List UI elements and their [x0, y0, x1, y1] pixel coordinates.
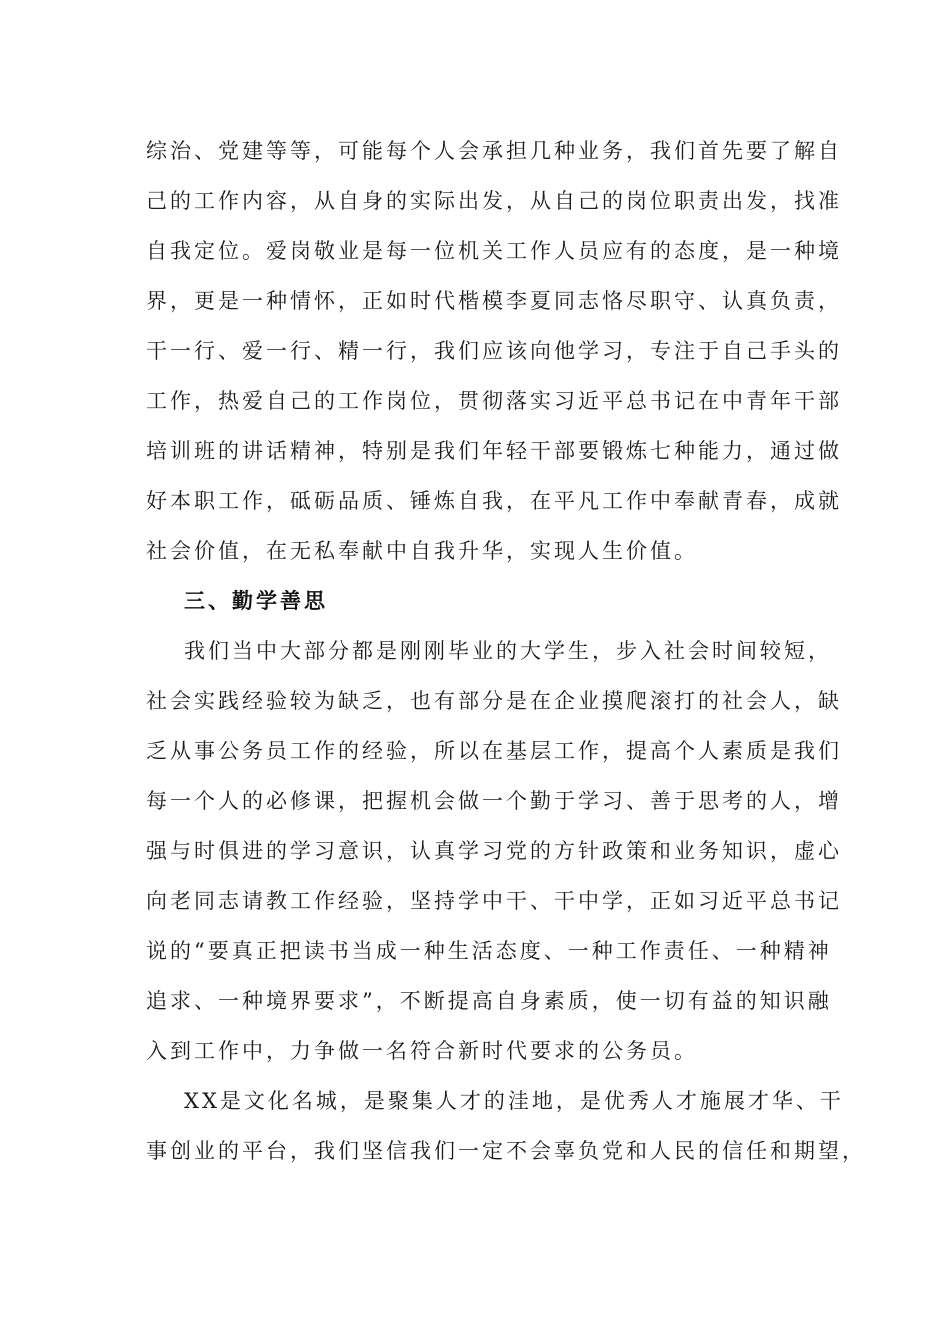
paragraph-3-line-2: 事创业的平台，我们坚信我们一定不会辜负党和人民的信任和期望，	[146, 1139, 866, 1163]
section-heading: 三、勤学善思	[184, 589, 328, 613]
paragraph-1-line-5: 干一行、爱一行、精一行，我们应该向他学习，专注于自己手头的	[146, 339, 842, 363]
paragraph-1-line-4: 界，更是一种情怀，正如时代楷模李夏同志恪尽职守、认真负责，	[146, 289, 842, 313]
paragraph-2-line-2: 社会实践经验较为缺乏，也有部分是在企业摸爬滚打的社会人，缺	[146, 689, 842, 713]
paragraph-3-line-1: XX是文化名城，是聚集人才的洼地，是优秀人才施展才华、干	[184, 1089, 844, 1113]
paragraph-2-line-7: 说的“要真正把读书当成一种生活态度、一种工作责任、一种精神	[146, 939, 832, 963]
paragraph-2-line-6: 向老同志请教工作经验，坚持学中干、干中学，正如习近平总书记	[146, 889, 842, 913]
paragraph-1-line-6: 工作，热爱自己的工作岗位，贯彻落实习近平总书记在中青年干部	[146, 389, 842, 413]
paragraph-1-line-7: 培训班的讲话精神，特别是我们年轻干部要锻炼七种能力，通过做	[146, 439, 842, 463]
paragraph-2-line-3: 乏从事公务员工作的经验，所以在基层工作，提高个人素质是我们	[146, 739, 842, 763]
paragraph-1-line-2: 己的工作内容，从自身的实际出发，从自己的岗位职责出发，找准	[146, 189, 842, 213]
paragraph-2-line-5: 强与时俱进的学习意识，认真学习党的方针政策和业务知识，虚心	[146, 839, 842, 863]
paragraph-2-line-9: 入到工作中，力争做一名符合新时代要求的公务员。	[146, 1039, 698, 1063]
paragraph-2-line-4: 每一个人的必修课，把握机会做一个勤于学习、善于思考的人，增	[146, 789, 842, 813]
paragraph-2-line-1: 我们当中大部分都是刚刚毕业的大学生，步入社会时间较短，	[184, 639, 832, 663]
paragraph-1-line-9: 社会价值，在无私奉献中自我升华，实现人生价值。	[146, 539, 698, 563]
paragraph-1-line-1: 综治、党建等等，可能每个人会承担几种业务，我们首先要了解自	[146, 139, 842, 163]
paragraph-1-line-8: 好本职工作，砥砺品质、锤炼自我，在平凡工作中奉献青春，成就	[146, 489, 842, 513]
paragraph-1-line-3: 自我定位。爱岗敬业是每一位机关工作人员应有的态度，是一种境	[146, 239, 842, 263]
paragraph-2-line-8: 追求、一种境界要求”，不断提高自身素质，使一切有益的知识融	[146, 989, 832, 1013]
